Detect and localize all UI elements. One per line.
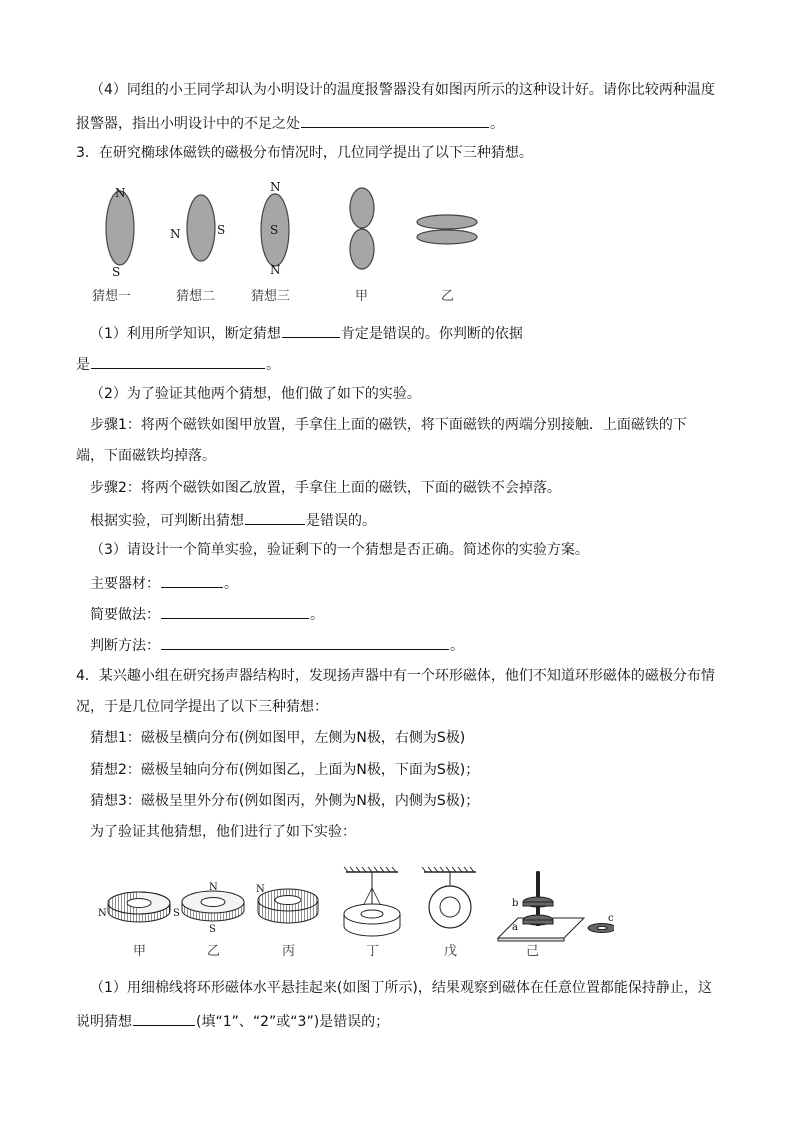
caption-wu: 戊: [444, 944, 458, 959]
caption-jia: 甲: [133, 944, 147, 959]
pole-label: S: [270, 223, 279, 237]
q4-part1-line2: 说明猜想 (填“1”、“2”或“3”)是错误的；: [76, 1010, 389, 1032]
q3-part1-line1: （1）利用所学知识，断定猜想 肯定是错误的。你判断的依据: [90, 322, 523, 344]
pole-label: N: [270, 180, 281, 194]
q4-stem-line1: 4．某兴趣小组在研究扬声器结构时，发现扬声器中有一个环形磁体，他们不知道环形磁体的磁极分布情: [76, 668, 715, 684]
pole-label: N: [209, 882, 218, 893]
q3-part3: （3）请设计一个简单实验，验证剩下的一个猜想是否正确。简述你的实验方案。: [90, 542, 589, 558]
q4-ring-magnet-figure: [94, 858, 614, 962]
q3-part2: （2）为了验证其他两个猜想，他们做了如下的实验。: [90, 386, 421, 402]
caption-guess2: 猜想二: [176, 289, 216, 304]
flat-magnet-bottom: [417, 230, 477, 244]
q3-ellipsoid-figure: [90, 176, 490, 308]
label-b: b: [512, 898, 519, 909]
q2-part4-line1: （4）同组的小王同学却认为小明设计的温度报警器没有如图丙所示的这种设计好。请你比较两种温度: [90, 82, 715, 98]
q4-guess3: 猜想3：磁极呈里外分布(例如图丙，外侧为N极，内侧为S极)；: [90, 793, 480, 809]
caption-guess1: 猜想一: [92, 289, 132, 304]
answer-blank[interactable]: [91, 353, 265, 369]
q4-part1-line1: （1）用细棉线将环形磁体水平悬挂起来(如图丁所示)，结果观察到磁体在任意位置都能保持静止，这: [90, 980, 712, 996]
caption-ji: 己: [526, 944, 540, 959]
pole-label: N: [256, 884, 265, 895]
answer-blank[interactable]: [161, 603, 309, 619]
caption-jia: 甲: [355, 289, 369, 304]
answer-blank[interactable]: [245, 509, 305, 525]
q3-equipment: 主要器材： 。: [90, 572, 238, 594]
ring-magnet-yi: [182, 891, 244, 921]
pole-label: S: [217, 223, 226, 237]
pole-label: S: [112, 265, 121, 279]
label-a: a: [512, 922, 518, 933]
caption-guess3: 猜想三: [251, 289, 291, 304]
pole-label: N: [115, 186, 126, 200]
q2-part4-line2: 报警器，指出小明设计中的不足之处 。: [76, 112, 504, 134]
ring-magnet-jia: [108, 892, 170, 922]
pole-label: S: [209, 924, 216, 935]
ring-magnet-bing: [258, 889, 318, 923]
suspended-ring-ding: [344, 867, 400, 936]
hanging-ring-wu: [422, 867, 476, 928]
pole-label: N: [170, 227, 181, 241]
answer-blank[interactable]: [161, 634, 449, 650]
stacked-magnet-bottom: [350, 229, 374, 269]
q3-part1-line2: 是 。: [76, 353, 280, 375]
label-c: c: [608, 913, 614, 924]
q3-stem: 3．在研究椭球体磁铁的磁极分布情况时，几位同学提出了以下三种猜想。: [76, 145, 533, 161]
caption-yi: 乙: [207, 944, 221, 959]
q3-judge: 判断方法： 。: [90, 634, 464, 656]
answer-blank[interactable]: [301, 112, 489, 128]
answer-blank[interactable]: [133, 1010, 195, 1026]
flat-magnet-top: [417, 215, 477, 229]
q3-step1-line1: 步骤1：将两个磁铁如图甲放置，手拿住上面的磁铁，将下面磁铁的两端分别接触．上面磁铁的下: [90, 417, 687, 433]
q3-conclusion: 根据实验，可判断出猜想 是错误的。: [90, 509, 376, 531]
caption-yi: 乙: [441, 289, 455, 304]
answer-blank[interactable]: [161, 572, 223, 588]
pole-label: S: [173, 908, 180, 919]
caption-ding: 丁: [366, 944, 380, 959]
stacked-magnet-top: [350, 188, 374, 228]
q3-step2: 步骤2：将两个磁铁如图乙放置，手拿住上面的磁铁，下面的磁铁不会掉落。: [90, 480, 561, 496]
answer-blank[interactable]: [282, 322, 340, 338]
ellipsoid-magnet-guess2: [187, 195, 215, 261]
pole-label: N: [98, 908, 107, 919]
q2-part4-text: 报警器，指出小明设计中的不足之处: [76, 116, 300, 132]
caption-bing: 丙: [282, 944, 296, 959]
q4-guess2: 猜想2：磁极呈轴向分布(例如图乙，上面为N极，下面为S极)；: [90, 762, 480, 778]
q4-stem-line2: 况，于是几位同学提出了以下三种猜想：: [76, 699, 328, 715]
pole-label: N: [270, 263, 281, 277]
q4-guess1: 猜想1：磁极呈横向分布(例如图甲，左侧为N极，右侧为S极): [90, 730, 466, 746]
q4-verify: 为了验证其他猜想，他们进行了如下实验：: [90, 824, 356, 840]
q3-step1-line2: 端，下面磁铁均掉落。: [76, 448, 216, 464]
ellipsoid-magnet-guess1: [106, 191, 134, 265]
q3-method: 简要做法： 。: [90, 603, 324, 625]
